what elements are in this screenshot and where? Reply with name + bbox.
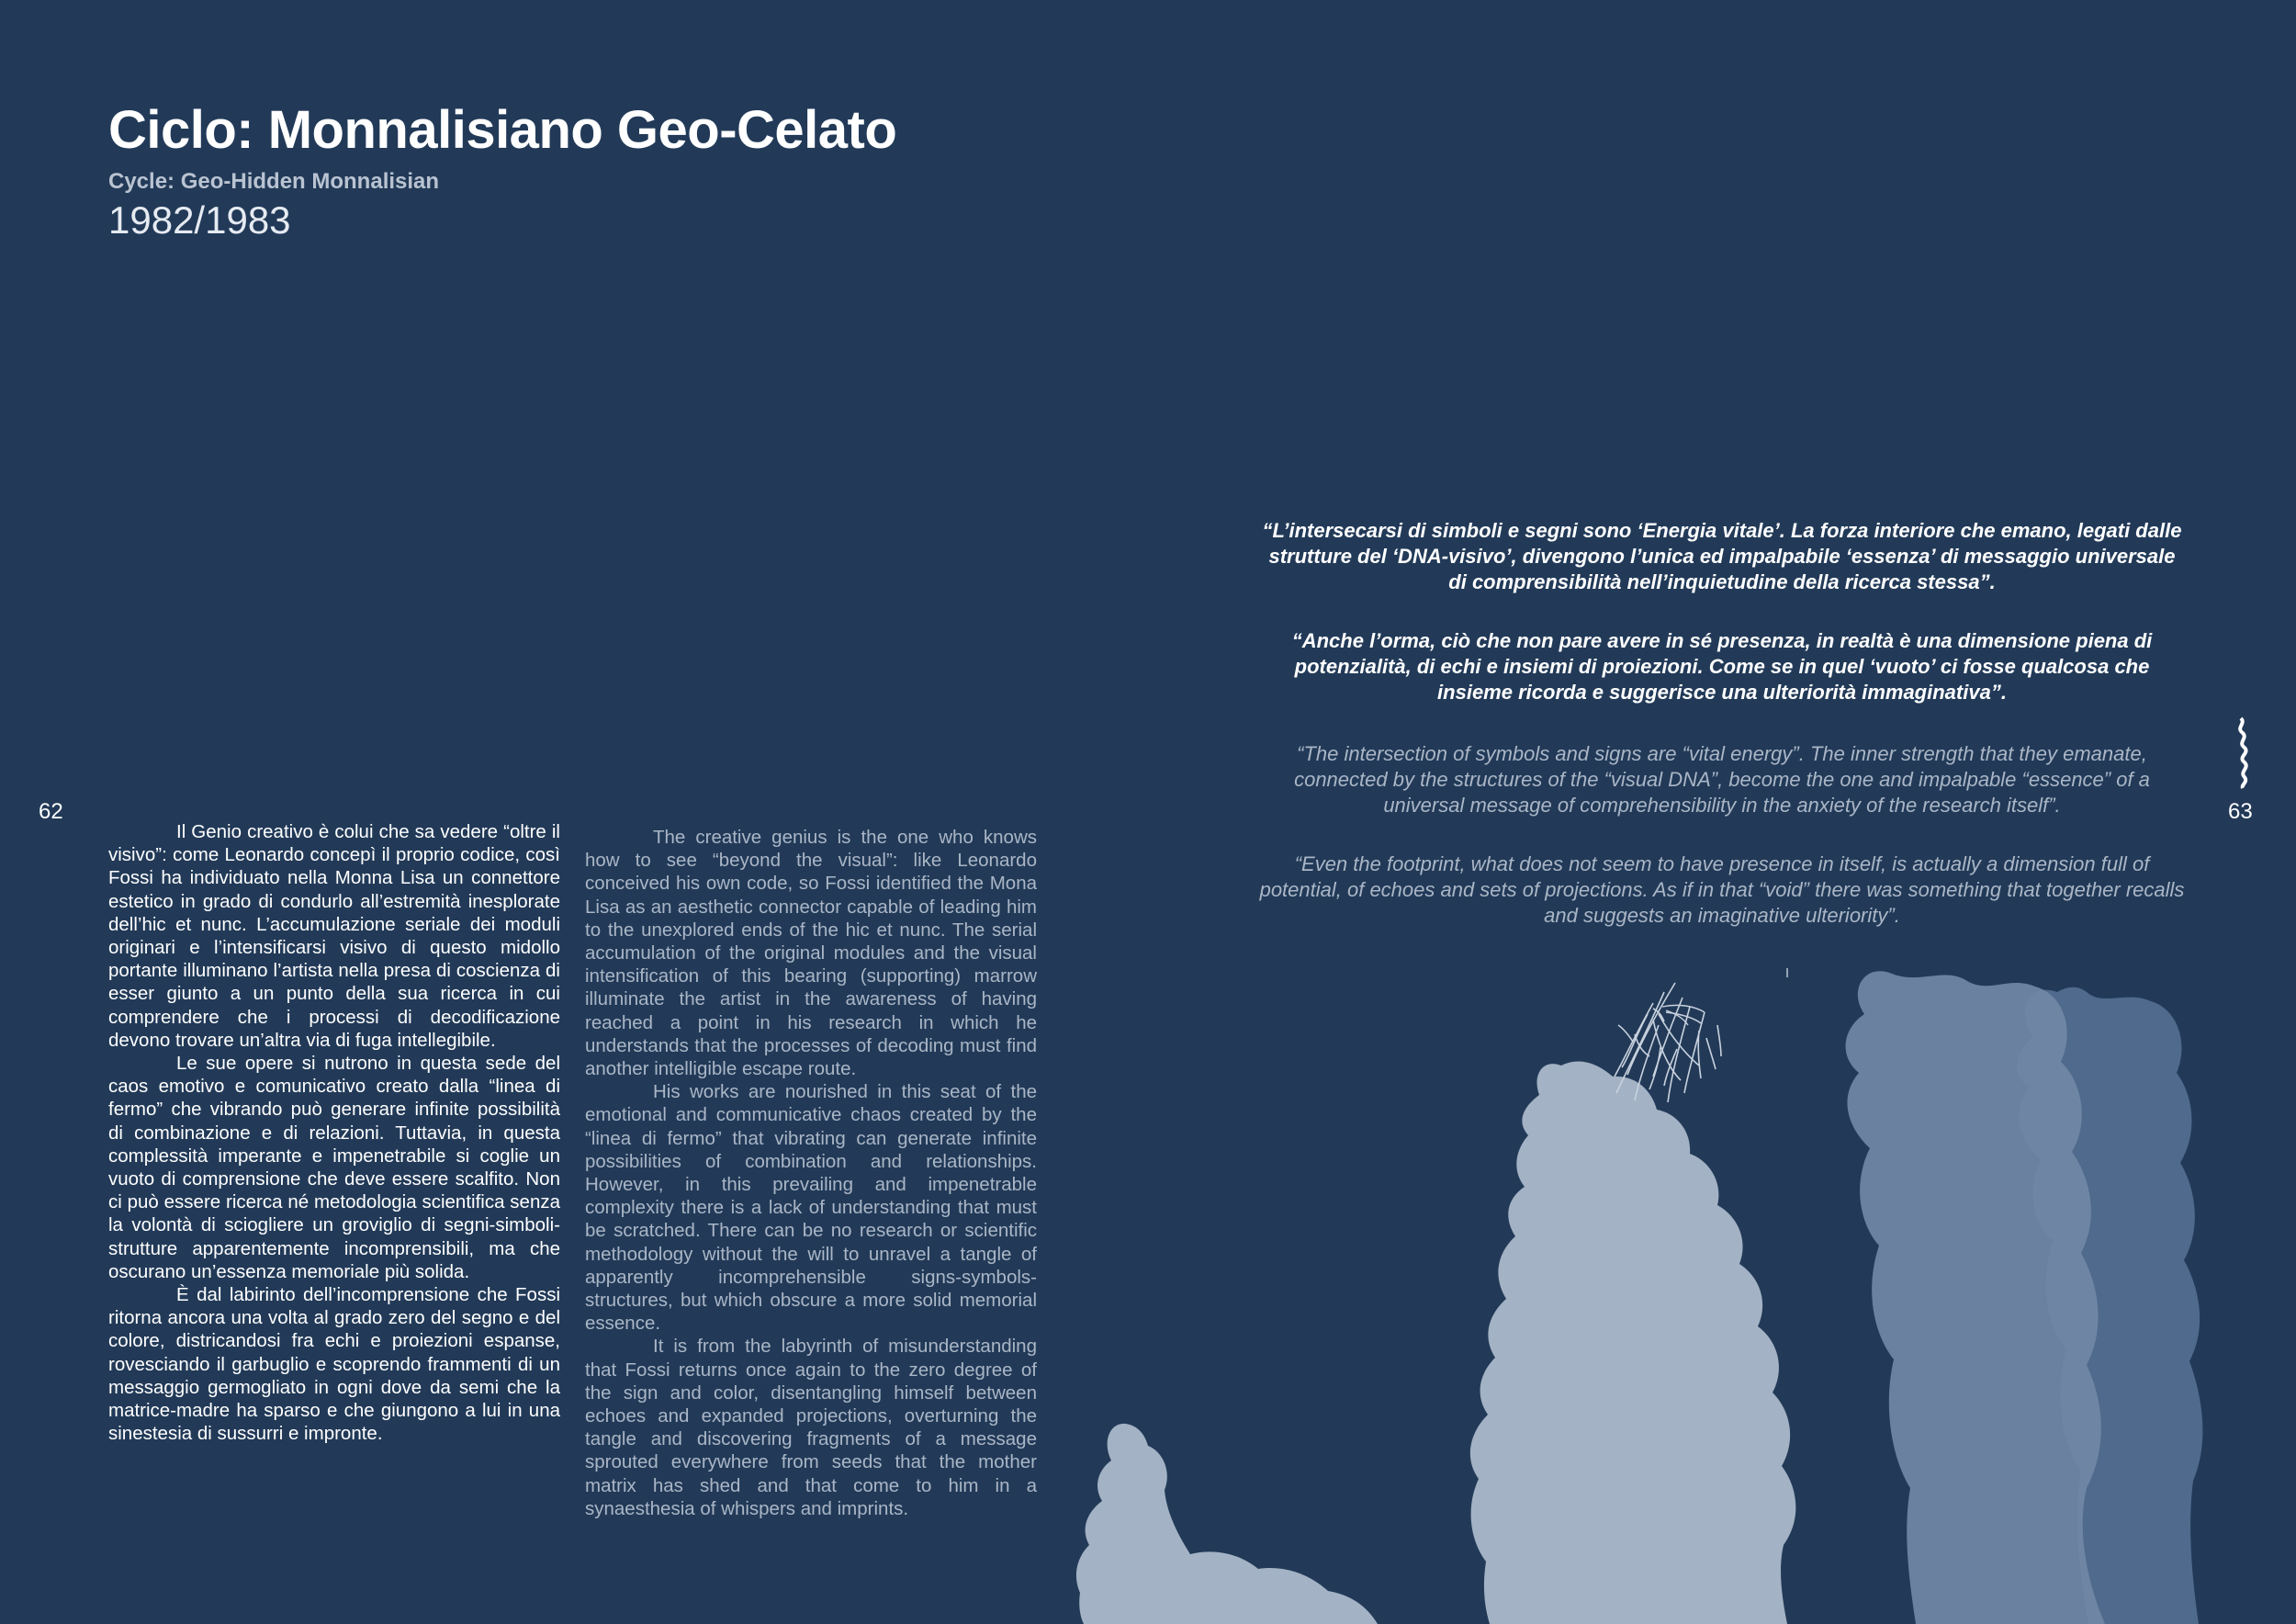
- art-form-mid: [1846, 971, 2105, 1624]
- year-range: 1982/1983: [108, 198, 291, 242]
- page-subtitle: Cycle: Geo-Hidden Monnalisian: [108, 169, 440, 194]
- english-text-column: [585, 826, 1037, 1520]
- english-quotes: [1258, 741, 2186, 962]
- art-form-light: [1470, 1062, 1795, 1624]
- english-quote: “Even the footprint, what does not seem to have presence in itself, is actually a dimension full of potential, of echoes and sets of projections. As if in that “void” there was something that together recalls and suggests an imaginative ulteriority”.: [1259, 852, 2185, 927]
- art-form-bottom: [1076, 1424, 1378, 1624]
- english-paragraph: His works are nourished in this seat of the emotional and communicative chaos created by the “linea di fermo” that vibrating can generate infinite possibilities of combination and relationships. However, in this prevailing and impenetrable complexity there is a lack of understanding that must be scratched. There can be no research or scientific methodology without the will to unravel a tangle of apparently incomprehensible signs-symbols-structures, but which obscure a more solid memorial essence.: [585, 1081, 1037, 1335]
- italian-text-column: [108, 820, 560, 1445]
- italian-paragraph: È dal labirinto dell’incomprensione che Fossi ritorna ancora una volta al grado zero del segno e del colore, districandosi fra echi e proiezioni espanse, rovesciando il garbuglio e scoprendo frammenti di un messaggio germogliato in ogni dove da semi che la matrice-madre ha sparso e che giungono a lui in una sinestesia di sussurri e impronte.: [108, 1284, 560, 1445]
- italian-paragraph: Il Genio creativo è colui che sa vedere “oltre il visivo”: come Leonardo concepì il proprio codice, così Fossi ha individuato nella Monna Lisa un connettore estetico in grado di condurlo all’estremità inesplorate dell’hic et nunc. L’accumulazione seriale dei moduli originari e l’intensificarsi visivo di questo midollo portante illuminano l’artista nella presa di coscienza di esser giunto a un punto della sua ricerca in cui comprendere che i processi di decodificazione devono trovare un’altra via di fuga intellegibile.: [108, 821, 560, 1051]
- italian-paragraph: Le sue opere si nutrono in questa sede del caos emotivo e comunicativo creato dalla “linea di fermo” che vibrando può generare infinite possibilità di combinazione e di relazioni. Tuttavia, in questa complessità imperante e impenetrabile si coglie un vuoto di comprensione che deve essere scalfito. Non ci può essere ricerca né metodologia scientifica senza la volontà di sciogliere un groviglio di segni-simboli-strutture apparentemente incomprensibili, ma che oscurano un’essenza memoriale più solida.: [108, 1053, 560, 1282]
- squiggle-mark: [2234, 716, 2252, 790]
- italian-quotes: [1258, 518, 2186, 739]
- page-number-left: 62: [39, 799, 63, 824]
- page-title: Ciclo: Monnalisiano Geo-Celato: [108, 100, 897, 160]
- italian-quote: “Anche l’orma, ciò che non pare avere in sé presenza, in realtà è una dimensione piena di potenzialità, di echi e insiemi di proiezioni. Come se in quel ‘vuoto’ ci fosse qualcosa che insieme ricorda e suggerisce una ulteriorità immaginativa”.: [1291, 629, 2153, 704]
- english-quote: “The intersection of symbols and signs are “vital energy”. The inner strength that they emanate, connected by the structures of the “visual DNA”, become the one and impalpable “essence” of a universal message of comprehensibility in the anxiety of the research itself”.: [1294, 742, 2150, 817]
- english-paragraph: The creative genius is the one who knows how to see “beyond the visual”: like Leonardo conceived his own code, so Fossi identified the Mona Lisa as an aesthetic connector capable of leading him to the unexplored ends of the hic et nunc. The serial accumulation of the original modules and the visual intensification of this bearing (supporting) marrow illuminate the artist in the awareness of having reached a point in his research in which he understands that the processes of decoding must find another intelligible escape route.: [585, 827, 1037, 1080]
- page-number-right: 63: [2228, 799, 2253, 824]
- italian-quote: “L’intersecarsi di simboli e segni sono ‘Energia vitale’. La forza interiore che emano, legati dalle strutture del ‘DNA-visivo’, divengono l’unica ed impalpabile ‘essenza’ di messaggio universale di comprensibilità nell’inquietudine della ricerca stessa”.: [1262, 519, 2182, 593]
- scratch-marks-2: [1662, 968, 1787, 1025]
- english-paragraph: It is from the labyrinth of misunderstanding that Fossi returns once again to the zero degree of the sign and color, disentangling himself between echoes and expanded projections, overturning the tangle and discovering fragments of a message sprouted everywhere from seeds that the mother matrix has shed and that come to him in a synaesthesia of whispers and imprints.: [585, 1336, 1037, 1519]
